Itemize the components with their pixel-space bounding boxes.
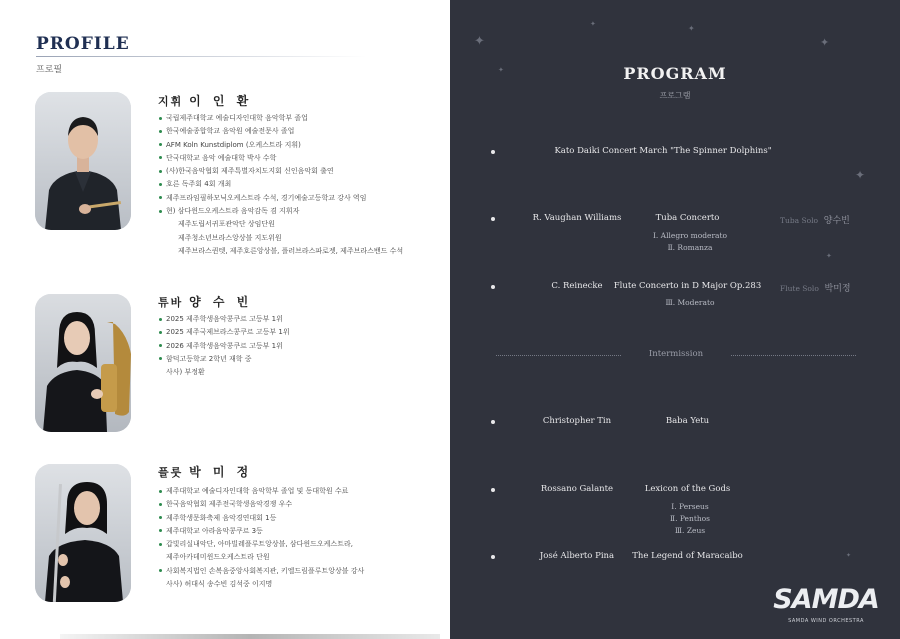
profile-subtitle: 프로필 bbox=[36, 65, 63, 75]
program-item bbox=[450, 551, 900, 565]
program-item bbox=[450, 281, 900, 295]
sparkle-icon: ✦ bbox=[688, 24, 695, 33]
solo-role: Flute Solo bbox=[780, 284, 819, 293]
conductor-name bbox=[158, 92, 252, 109]
composer: Christopher Tin bbox=[542, 416, 612, 426]
list-item: 사회복지법인 손복음중앙사회복지관, 키엘드림플루트앙상블 강사 bbox=[159, 565, 364, 578]
list-item: Ⅰ. Allegro moderato bbox=[652, 231, 728, 240]
flute-role: 플룻 bbox=[158, 466, 184, 479]
program-item bbox=[450, 146, 900, 160]
bullet-dot-icon bbox=[159, 117, 162, 120]
program-item bbox=[450, 416, 900, 430]
composer: Kato Daiki bbox=[554, 146, 600, 156]
conductor-portrait-icon bbox=[35, 92, 131, 230]
bullet-dot-icon bbox=[159, 529, 162, 532]
composer: Rossano Galante bbox=[540, 484, 614, 494]
logo-mark: SAMDA bbox=[773, 584, 879, 615]
list-item: 제주학생문화축제 음악경연대회 1등 bbox=[159, 512, 364, 525]
work-title: Lexicon of the Gods bbox=[644, 484, 731, 494]
bullet-dot-icon bbox=[159, 183, 162, 186]
bullet-dot-icon bbox=[159, 318, 162, 321]
list-item: 사사) 허대식 송수빈 김석중 이지명 bbox=[166, 580, 273, 589]
program-subtitle: 프로그램 bbox=[659, 91, 691, 100]
composer: José Alberto Pina bbox=[539, 551, 615, 561]
bullet-dot-icon bbox=[159, 490, 162, 493]
list-item: 호른 독주회 4회 개최 bbox=[159, 178, 403, 191]
list-item: AFM Koln Kunstdiplom (오케스트라 지휘) bbox=[159, 139, 403, 152]
flute-name-text: 박 미 정 bbox=[189, 465, 253, 479]
bullet-dot-icon bbox=[491, 420, 495, 424]
bullet-dot-icon bbox=[491, 150, 495, 154]
bullet-dot-icon bbox=[159, 357, 162, 360]
tuba-portrait-icon bbox=[35, 294, 131, 432]
list-item: 국립제주대학교 예술디자인대학 음악학부 졸업 bbox=[159, 112, 403, 125]
bullet-dot-icon bbox=[159, 344, 162, 347]
list-item: Ⅰ. Perseus bbox=[671, 502, 709, 511]
bullet-dot-icon bbox=[491, 217, 495, 221]
list-item: 2026 제주학생음악콩쿠르 고등부 1위 bbox=[159, 340, 290, 353]
bullet-dot-icon bbox=[159, 143, 162, 146]
program-page bbox=[450, 0, 900, 639]
bullet-dot-icon bbox=[159, 210, 162, 213]
conductor-photo bbox=[35, 92, 131, 230]
list-item: 함덕고등학교 2학년 재학 중 bbox=[159, 353, 290, 366]
list-item: 사사) 부정환 bbox=[166, 368, 205, 377]
profile-title: PROFILE bbox=[36, 34, 130, 54]
list-item: (사)한국음악협회 제주특별자치도지회 신인음악회 출연 bbox=[159, 165, 403, 178]
list-item: Ⅲ. Moderato bbox=[665, 298, 715, 307]
intermission-label: Intermission bbox=[648, 349, 704, 359]
sparkle-icon: ✦ bbox=[820, 36, 830, 49]
list-item: 단국대학교 음악 예술대학 박사 수학 bbox=[159, 152, 403, 165]
bullet-dot-icon bbox=[159, 569, 162, 572]
list-item: 한국예술종합학교 음악원 예술전문사 졸업 bbox=[159, 125, 403, 138]
composer: C. Reinecke bbox=[551, 281, 603, 291]
bullet-dot-icon bbox=[491, 285, 495, 289]
program-title: PROGRAM bbox=[623, 64, 727, 83]
intermission-divider bbox=[496, 348, 856, 362]
divider-line bbox=[731, 355, 856, 356]
list-item: 2025 제주국제브라스콩쿠르 고등부 1위 bbox=[159, 326, 290, 339]
tuba-soloist-name bbox=[158, 293, 252, 310]
composer: R. Vaughan Williams bbox=[532, 213, 622, 223]
bullet-dot-icon bbox=[159, 516, 162, 519]
program-item bbox=[450, 213, 900, 227]
program-item bbox=[450, 484, 900, 498]
list-item: 제주브라스퀸텟, 제주호른앙상블, 플러브라스파로젯, 제주브라스밴드 수석 bbox=[178, 246, 404, 255]
flute-portrait-icon bbox=[35, 464, 131, 602]
flute-soloist-name bbox=[158, 463, 252, 480]
tuba-role: 튜바 bbox=[158, 296, 184, 309]
bullet-dot-icon bbox=[159, 156, 162, 159]
soloist bbox=[780, 281, 851, 294]
samda-logo-icon bbox=[766, 584, 886, 628]
tuba-soloist-photo bbox=[35, 294, 131, 432]
bullet-dot-icon bbox=[159, 130, 162, 133]
tuba-name-text: 양 수 빈 bbox=[189, 295, 253, 309]
bullet-dot-icon bbox=[159, 170, 162, 173]
solo-role: Tuba Solo bbox=[780, 216, 819, 225]
bullet-dot-icon bbox=[159, 196, 162, 199]
list-item: 현) 삼다윈드오케스트라 음악감독 겸 지휘자 bbox=[159, 205, 403, 218]
list-item: 제주아카데미윈드오케스트라 단원 bbox=[166, 553, 270, 562]
list-item: Ⅲ. Zeus bbox=[674, 526, 706, 535]
conductor-role: 지휘 bbox=[158, 95, 184, 108]
tuba-bio-list bbox=[159, 313, 290, 379]
sparkle-icon: ✦ bbox=[498, 66, 504, 74]
bullet-dot-icon bbox=[159, 331, 162, 334]
soloist bbox=[780, 213, 850, 226]
list-item: 제주도립서귀포관악단 상임단원 bbox=[178, 220, 275, 229]
logo-caption: SAMDA WIND ORCHESTRA bbox=[788, 618, 864, 624]
sparkle-icon: ✦ bbox=[855, 168, 866, 182]
movement-list bbox=[620, 501, 760, 537]
work-title: Flute Concerto in D Major Op.283 bbox=[613, 281, 762, 291]
profile-title-rule bbox=[36, 56, 366, 57]
list-item: 제주대학교 예술디자인대학 음악학부 졸업 및 동대학원 수료 bbox=[159, 485, 364, 498]
bullet-dot-icon bbox=[159, 543, 162, 546]
bullet-dot-icon bbox=[491, 555, 495, 559]
list-item: 제주대학교 아라음악콩쿠르 3등 bbox=[159, 525, 364, 538]
list-item: Ⅱ. Penthos bbox=[669, 514, 711, 523]
list-item: 제주프라임필하모닉오케스트라 수석, 경기예술고등학교 강사 역임 bbox=[159, 192, 403, 205]
list-item: 제주청소년브라스앙상블 지도위원 bbox=[178, 233, 282, 242]
divider-line bbox=[496, 355, 621, 356]
soloist-name: 박미정 bbox=[824, 284, 851, 294]
list-item: 갑빛리실내악단, 아마빌레플루트앙상블, 삼다윈드오케스트라, bbox=[159, 538, 364, 551]
bullet-dot-icon bbox=[159, 503, 162, 506]
work-title: Tuba Concerto bbox=[655, 213, 720, 223]
conductor-bio-list bbox=[159, 112, 403, 258]
movement-list bbox=[620, 297, 760, 309]
work-title: Concert March "The Spinner Dolphins" bbox=[602, 146, 772, 156]
list-item: Ⅱ. Romanza bbox=[667, 243, 713, 252]
work-title: The Legend of Maracaibo bbox=[632, 551, 743, 561]
movement-list bbox=[620, 230, 760, 254]
sparkle-icon: ✦ bbox=[590, 20, 596, 28]
page-bottom-edge bbox=[60, 634, 440, 639]
list-item: 2025 제주학생음악콩쿠르 고등부 1위 bbox=[159, 313, 290, 326]
sparkle-icon: ✦ bbox=[474, 34, 485, 49]
conductor-name-text: 이 인 환 bbox=[189, 94, 253, 108]
flute-soloist-photo bbox=[35, 464, 131, 602]
bullet-dot-icon bbox=[491, 488, 495, 492]
work-title: Baba Yetu bbox=[665, 416, 710, 426]
list-item: 한국음악협회 제주전국학생음악경쟁 우수 bbox=[159, 498, 364, 511]
flute-bio-list bbox=[159, 485, 364, 591]
sparkle-icon: ✦ bbox=[826, 252, 832, 260]
soloist-name: 양수빈 bbox=[823, 216, 850, 226]
sparkle-icon: ✦ bbox=[846, 552, 852, 559]
